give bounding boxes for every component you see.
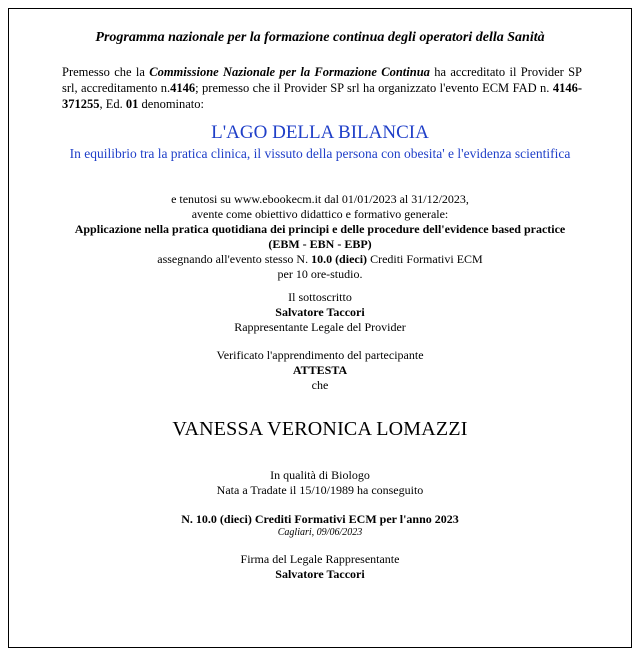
program-title: Programma nazionale per la formazione continua degli operatori della Sanità <box>95 30 545 45</box>
place-date: Cagliari, 09/06/2023 <box>277 527 363 538</box>
credits-text-1: assegnando all'evento stesso N. <box>157 252 312 266</box>
che-text: che <box>311 378 329 392</box>
credits-line <box>50 252 590 267</box>
objective-intro: avente come obiettivo didattico e formativo generale: <box>191 207 449 221</box>
signature-label: Firma del Legale Rappresentante <box>240 552 400 566</box>
credits-text-2: Crediti Formativi ECM <box>367 252 483 266</box>
attestation-block <box>50 348 590 393</box>
qualification-text: In qualità di Biologo <box>270 468 370 482</box>
participant-name: VANESSA VERONICA LOMAZZI <box>172 418 468 440</box>
edition-number: 01 <box>125 97 139 111</box>
birth-text: Nata a Tradate il 15/10/1989 ha conseguito <box>216 483 424 497</box>
credits-earned-block <box>50 512 590 539</box>
commission-name: Commissione Nazionale per la Formazione Continua <box>149 65 430 79</box>
objective-text: Applicazione nella pratica quotidiana dei principi e delle procedure dell'evidence based practice (EBM - EBN - EBP) <box>74 222 566 251</box>
accreditation-number: 4146 <box>170 81 196 95</box>
credits-earned: N. 10.0 (dieci) Crediti Formativi ECM per l'anno 2023 <box>181 512 459 526</box>
signatory-intro: Il sottoscritto <box>288 290 352 304</box>
event-details <box>50 192 590 282</box>
verified-text: Verificato l'apprendimento del partecipante <box>216 348 424 362</box>
signature-name: Salvatore Taccori <box>275 567 365 581</box>
participant-info <box>50 468 590 498</box>
signatory-name: Salvatore Taccori <box>275 305 365 319</box>
premise-text-3: ; premesso che il Provider SP srl ha organizzato l'evento ECM FAD n. <box>195 81 553 95</box>
premise-text-1: Premesso che la <box>62 65 150 79</box>
premise-paragraph <box>62 64 582 112</box>
signatory-role: Rappresentante Legale del Provider <box>234 320 406 334</box>
premise-text-4: , Ed. <box>99 97 126 111</box>
event-subtitle: In equilibrio tra la pratica clinica, il vissuto della persona con obesita' e l'evidenza scientifica <box>69 146 571 161</box>
signature-block <box>50 552 590 582</box>
held-on-text: e tenutosi su www.ebookecm.it dal 01/01/2023 al 31/12/2023, <box>171 192 469 206</box>
premise-text-5: denominato: <box>138 97 205 111</box>
credits-value: 10.0 (dieci) <box>311 252 368 266</box>
signatory-block <box>50 290 590 335</box>
event-number: 4146-371255 <box>62 81 583 111</box>
premise-text-2: ha accreditato il Provider SP srl, accreditamento n. <box>62 65 582 95</box>
study-hours: per 10 ore-studio. <box>277 267 363 281</box>
event-title: L'AGO DELLA BILANCIA <box>211 122 429 143</box>
attesta-text: ATTESTA <box>292 363 348 377</box>
